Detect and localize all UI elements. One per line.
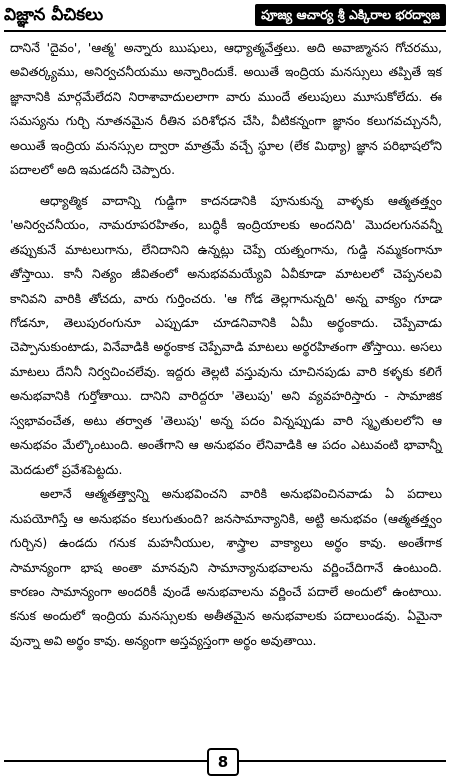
paragraph-3: అలానే ఆత్మతత్త్వాన్ని అనుభవించని వారికి అనుభవించినవాడు ఏ పదాలు నుపయోగిస్తే ఆ అనుభవం కలుగుతుంది? జనసామాన్యానికి, అట్టి అనుభవం (ఆత్మతత్త్వం గుర్చిన) ఉండదు గనుక మహనీయుల, శాస్త్రాల వాక్యాలు అర్థం కావు. అంతేగాక సామాన్యంగా భాష అంతా మానవుని సామాన్యానుభవాలను వర్ణించేదిగానే ఉంటుంది. కారణం సామాన్యంగా అందరికీ వుండే అనుభవాలను వర్ణించే పదాలే అందులో ఉంటాయి. కనుక అందులో ఇంద్రియ మనస్సులకు అతీతమైన అనుభవాలకు పదాలుండవు. ఏమైనా వున్నా అవి అర్థం కావు. అన్యంగా అస్తవ్యస్తంగా అర్థం అవుతాయి. xyxy=(10,486,442,648)
page-number: 8 xyxy=(207,748,239,776)
header-divider xyxy=(4,30,446,32)
paragraph-1: దానినే 'దైవం', 'ఆత్మ' అన్నారు ఋషులు, ఆధ్యాత్మవేత్తలు. అది అవాఙ్మానస గోచరము, అవితర్క్యము, అనిర్వచనీయము అన్నారిందుకే. అయితే ఇంద్రియ మనస్సులు తప్పితే ఇక జ్ఞానానికి మార్గమేలేదని నిరాశావాదులలాగా వారు ముందే తలుపులు మూసుకోలేదు. ఈ సమస్యను గుర్చి నూతనమైన రీతిన పరిశోధన చేసి, వీటికన్నంగా జ్ఞానం కలుగవచ్చుననీ, అయితే ఇంద్రియ మనస్సుల ద్వారా మాత్రమే వచ్చే స్థూల (లేక మిథ్యా) జ్ఞాన పరిభాషలోని పదాలలో అది ఇమడదనీ చెప్పారు. xyxy=(10,40,442,178)
running-header xyxy=(4,2,446,28)
paragraph-2: ఆధ్యాత్మిక వాదాన్ని గుడ్డిగా కాదనడానికి పూనుకున్న వాళ్ళకు ఆత్మతత్త్వం 'అనిర్వచనీయం, నామరూపరహితం, బుద్ధికీ ఇంద్రియాలకు అందనిది' మొదలగునవన్నీ తప్పుకునే మాటలుగాను, లేనిదానిని ఉన్నట్లు చెప్పే యత్నంగాను, గుడ్డి నమ్మకంగానూ తోస్తాయి. కానీ నిత్యం జీవితంలో అనుభవమయ్యేవి ఏవీకూడా మాటలలో చెప్పనలవి కానివని వారికి తోచదు, వారు గుర్తించరు. 'ఆ గోడ తెల్లగానున్నది' అన్న వాక్యం గూడా గోడనూ, తెలుపురంగునూ ఎప్పుడూ చూడనివానికి ఏమీ అర్థంకాదు. చెప్పేవాడు చెప్పానుకుంటాడు, వినేవాడికి అర్థంకాక చెప్పేవాడి మాటలు అర్థరహితంగా తోస్తాయి. అసలు మాటలు దేనినీ నిర్వచించలేవు. ఇద్దరు తెల్లటి వస్తువును చూచినపుడు వారి కళ్ళకు కలిగే అనుభవానికి గుర్తోతాయి. దానిని వారిద్దరూ 'తెలుపు' అని వ్యవహరిస్తారు - సామాజిక స్వభావంచేత, అటు తర్వాత 'తెలుపు' అన్న పదం విన్నప్పుడు వారి స్మృతులలోని ఆ అనుభవం మేల్కొంటుంది. అంతేగాని ఆ అనుభవం లేనివాడికి ఆ పదం ఎటువంటి భావాన్నీ మెదడులో ప్రవేశపెట్టదు. xyxy=(10,192,442,477)
book-title: విజ్ఞాన వీచికలు xyxy=(4,5,104,25)
author-banner: పూజ్య ఆచార్య శ్రీ ఎక్కిరాల భరద్వాజ xyxy=(255,4,446,26)
body-text xyxy=(10,36,442,653)
page-footer xyxy=(4,746,446,776)
